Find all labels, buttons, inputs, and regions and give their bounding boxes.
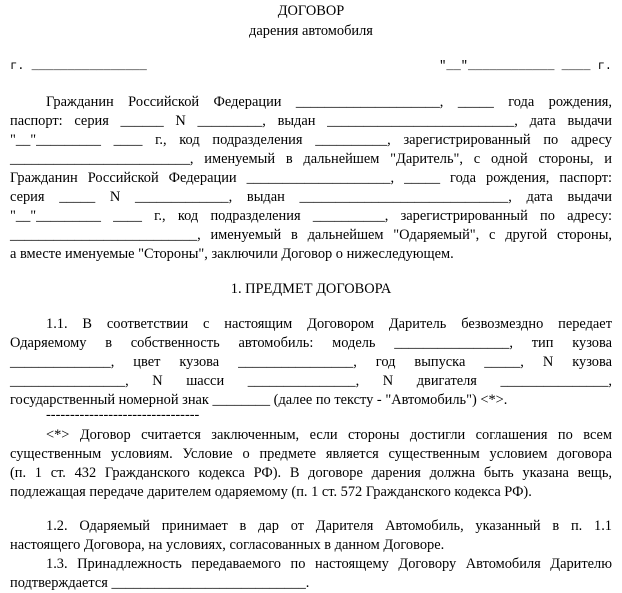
preamble-line: "__"_________ ____ г., код подразделения __________, зарегистрированный по адресу <box>10 132 612 148</box>
clause-line: ______________, цвет кузова ________________, год выпуска _____, N кузова <box>10 354 612 370</box>
preamble-line: а вместе именуемые "Стороны", заключили Договор о нижеследующем. <box>10 246 454 262</box>
preamble-line: Гражданин Российской Федерации ____________________, _____ года рождения, паспорт: <box>10 170 612 186</box>
footnote-rule: -------------------------------- <box>46 407 200 423</box>
clause-line: 1.3. Принадлежность передаваемого по настоящему Договору Автомобиля Дарителю <box>46 556 612 572</box>
clause-line: Одаряемому в собственность автомобиль: модель ________________, тип кузова <box>10 335 612 351</box>
clause-line: ________________, N шасси _______________, N двигателя _______________, <box>10 373 612 389</box>
preamble-line: _________________________, именуемый в дальнейшем "Даритель", с одной стороны, и <box>10 151 612 167</box>
preamble-line: серия _____ N _____________, выдан _____________________________, дата выдачи <box>10 189 612 205</box>
preamble-line: __________________________, именуемый в дальнейшем "Одаряемый", с другой стороны, <box>10 227 612 243</box>
footnote-line: существенным условиям. Условие о предмете является существенным условием договора <box>10 446 612 462</box>
clause-line: подтверждается ___________________________. <box>10 575 310 591</box>
clause-line: настоящего Договора, на условиях, согласованных в данном Договоре. <box>10 537 445 553</box>
date-line: "__"____________ ____ г. <box>439 59 612 73</box>
preamble-line: Гражданин Российской Федерации ____________________, _____ года рождения, <box>46 94 612 110</box>
footnote-line: подлежащая передаче дарителем одаряемому (п. 1 ст. 572 Гражданского кодекса РФ). <box>10 484 532 500</box>
section-title: 1. ПРЕДМЕТ ДОГОВОРА <box>230 281 392 297</box>
place-line: г. ________________ <box>10 59 147 73</box>
document-title: ДОГОВОР <box>277 3 345 19</box>
document-subtitle: дарения автомобиля <box>249 23 373 39</box>
clause-line: 1.2. Одаряемый принимает в дар от Дарителя Автомобиль, указанный в п. 1.1 <box>46 518 612 534</box>
preamble-line: паспорт: серия ______ N _________, выдан __________________________, дата выдачи <box>10 113 612 129</box>
preamble-line: "__"_________ ____ г., код подразделения __________, зарегистрированный по адресу: <box>10 208 612 224</box>
footnote-line: <*> Договор считается заключенным, если стороны достигли соглашения по всем <box>46 427 612 443</box>
footnote-line: (п. 1 ст. 432 Гражданского кодекса РФ). В договоре дарения должна быть указана вещь, <box>10 465 612 481</box>
clause-line: 1.1. В соответствии с настоящим Договором Даритель безвозмездно передает <box>46 316 612 332</box>
clause-line: государственный номерной знак ________ (далее по тексту - "Автомобиль") <*>. <box>10 392 508 408</box>
